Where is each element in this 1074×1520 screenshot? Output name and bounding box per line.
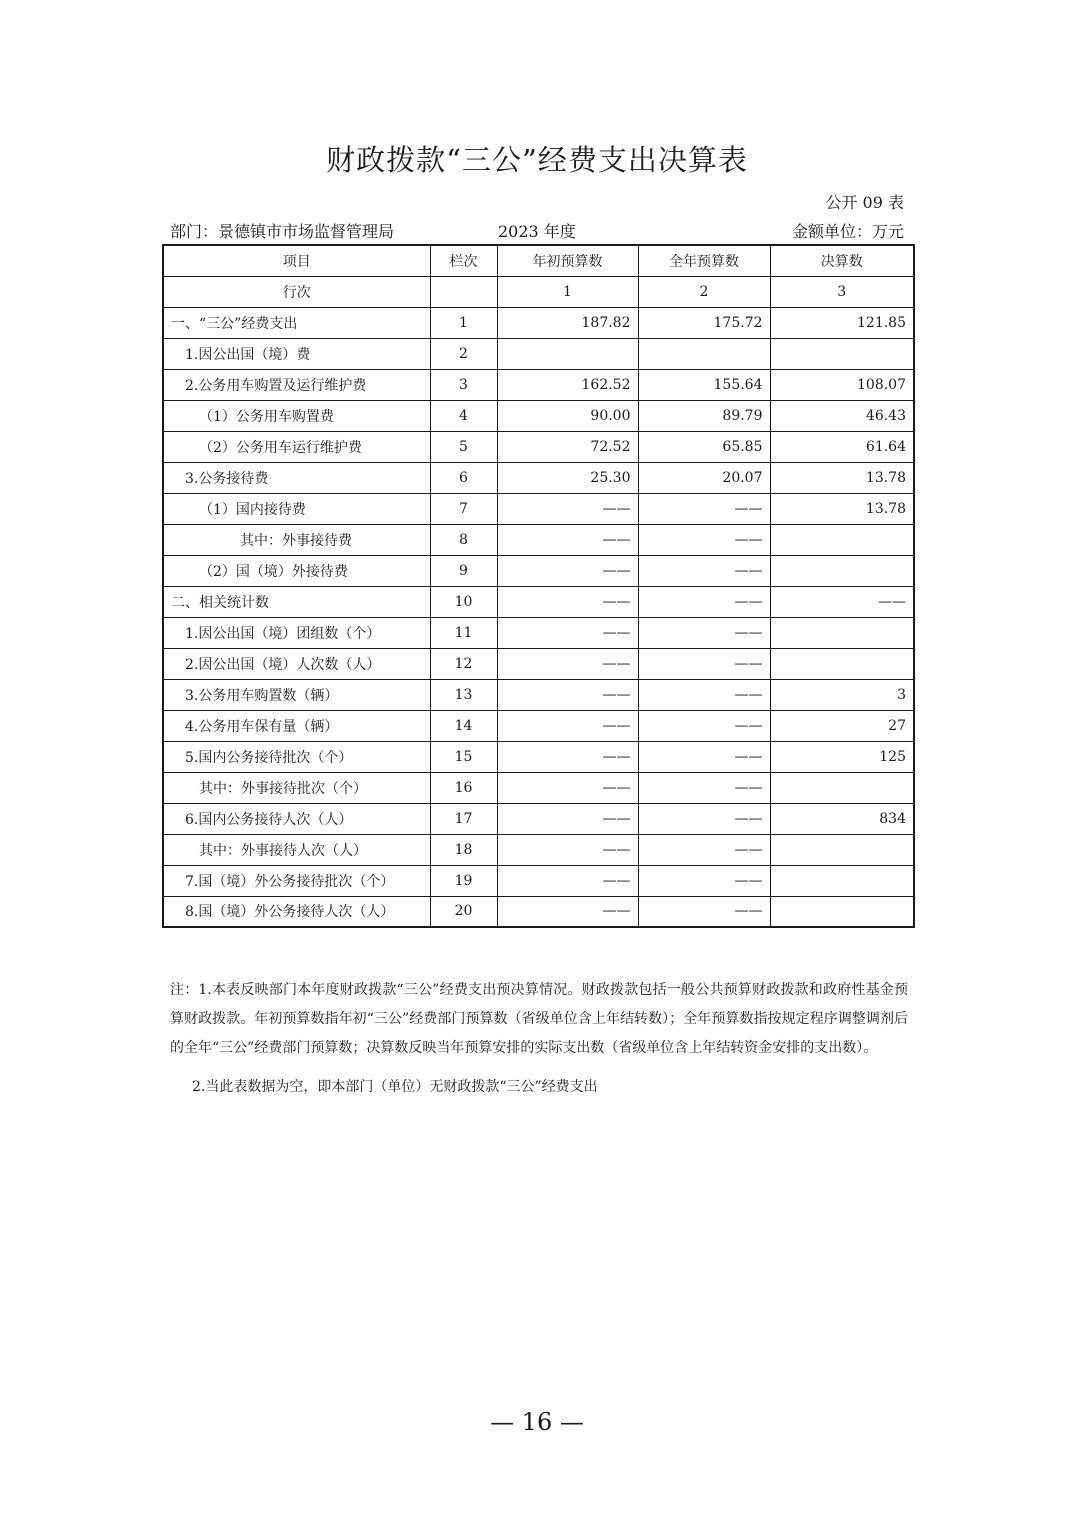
row-final-account: 121.85 xyxy=(770,307,914,338)
table-row xyxy=(163,338,914,369)
table-row xyxy=(163,524,914,555)
row-item-label: 一、“三公”经费支出 xyxy=(163,307,430,338)
table-row xyxy=(163,865,914,896)
table-row xyxy=(163,772,914,803)
table-row xyxy=(163,307,914,338)
expenditure-table xyxy=(162,244,915,928)
row-final-account: 108.07 xyxy=(770,369,914,400)
row-item-label: 其中：外事接待费 xyxy=(163,524,430,555)
row-full-year-budget: —— xyxy=(638,524,770,555)
row-full-year-budget: 20.07 xyxy=(638,462,770,493)
row-initial-budget: 72.52 xyxy=(497,431,638,462)
row-item-label: 7.国（境）外公务接待批次（个） xyxy=(163,865,430,896)
table-row xyxy=(163,679,914,710)
row-number: 17 xyxy=(430,803,497,834)
table-row xyxy=(163,462,914,493)
row-item-label: 3.公务用车购置数（辆） xyxy=(163,679,430,710)
row-initial-budget: 25.30 xyxy=(497,462,638,493)
row-initial-budget: —— xyxy=(497,896,638,927)
row-final-account: 3 xyxy=(770,679,914,710)
row-number: 8 xyxy=(430,524,497,555)
row-initial-budget: —— xyxy=(497,524,638,555)
row-final-account: 46.43 xyxy=(770,400,914,431)
table-row xyxy=(163,586,914,617)
row-full-year-budget: 175.72 xyxy=(638,307,770,338)
row-final-account xyxy=(770,617,914,648)
row-number: 9 xyxy=(430,555,497,586)
row-full-year-budget: —— xyxy=(638,586,770,617)
row-final-account xyxy=(770,896,914,927)
page-title: 财政拨款“三公”经费支出决算表 xyxy=(326,143,748,177)
row-item-label: （1）公务用车购置费 xyxy=(163,400,430,431)
subheader-col-1: 1 xyxy=(497,276,638,307)
row-item-label: 其中：外事接待批次（个） xyxy=(163,772,430,803)
row-full-year-budget: —— xyxy=(638,896,770,927)
row-full-year-budget: —— xyxy=(638,741,770,772)
row-final-account xyxy=(770,648,914,679)
note-1: 注：1.本表反映部门本年度财政拨款“三公”经费支出预决算情况。财政拨款包括一般公共预算财政拨款和政府性基金预算财政拨款。年初预算数指年初“三公”经费部门预算数（省级单位含上年结转数）；全年预算数指按规定程序调整调剂后的全年“三公”经费部门预算数；决算数反映当年预算安排的实际支出数（省级单位含上年结转资金安排的支出数）。 xyxy=(170,982,908,1056)
row-initial-budget: —— xyxy=(497,865,638,896)
row-initial-budget: —— xyxy=(497,493,638,524)
row-number: 1 xyxy=(430,307,497,338)
row-initial-budget: 162.52 xyxy=(497,369,638,400)
row-final-account xyxy=(770,772,914,803)
row-initial-budget: —— xyxy=(497,648,638,679)
row-initial-budget: —— xyxy=(497,617,638,648)
header-full-year-budget: 全年预算数 xyxy=(638,245,770,276)
row-full-year-budget: —— xyxy=(638,555,770,586)
row-item-label: 1.因公出国（境）团组数（个） xyxy=(163,617,430,648)
department-label: 部门：景德镇市市场监督管理局 xyxy=(170,222,395,241)
table-code: 公开 09 表 xyxy=(825,193,904,212)
header-final-account: 决算数 xyxy=(770,245,914,276)
row-item-label: （2）国（境）外接待费 xyxy=(163,555,430,586)
row-initial-budget: —— xyxy=(497,555,638,586)
row-full-year-budget: 89.79 xyxy=(638,400,770,431)
row-initial-budget: 90.00 xyxy=(497,400,638,431)
row-full-year-budget: —— xyxy=(638,772,770,803)
row-final-account: 13.78 xyxy=(770,462,914,493)
table-row xyxy=(163,369,914,400)
row-initial-budget: —— xyxy=(497,586,638,617)
amount-unit: 金额单位：万元 xyxy=(791,222,904,241)
row-initial-budget: —— xyxy=(497,803,638,834)
row-full-year-budget: 65.85 xyxy=(638,431,770,462)
header-column-no: 栏次 xyxy=(430,245,497,276)
row-number: 16 xyxy=(430,772,497,803)
notes xyxy=(170,976,908,1102)
row-item-label: 二、相关统计数 xyxy=(163,586,430,617)
row-number: 5 xyxy=(430,431,497,462)
row-item-label: （1）国内接待费 xyxy=(163,493,430,524)
row-item-label: 4.公务用车保有量（辆） xyxy=(163,710,430,741)
row-number: 13 xyxy=(430,679,497,710)
page-number: — 16 — xyxy=(490,1408,584,1436)
header-item: 项目 xyxy=(163,245,430,276)
subheader-blank xyxy=(430,276,497,307)
table-row xyxy=(163,493,914,524)
row-full-year-budget: —— xyxy=(638,648,770,679)
row-final-account xyxy=(770,834,914,865)
row-item-label: 5.国内公务接待批次（个） xyxy=(163,741,430,772)
row-full-year-budget: —— xyxy=(638,803,770,834)
row-final-account: —— xyxy=(770,586,914,617)
table-row xyxy=(163,400,914,431)
row-item-label: （2）公务用车运行维护费 xyxy=(163,431,430,462)
row-final-account xyxy=(770,555,914,586)
row-number: 10 xyxy=(430,586,497,617)
row-full-year-budget: 155.64 xyxy=(638,369,770,400)
row-item-label: 8.国（境）外公务接待人次（人） xyxy=(163,896,430,927)
row-full-year-budget: —— xyxy=(638,865,770,896)
row-final-account: 27 xyxy=(770,710,914,741)
row-item-label: 其中：外事接待人次（人） xyxy=(163,834,430,865)
row-initial-budget: —— xyxy=(497,679,638,710)
fiscal-year: 2023 年度 xyxy=(498,222,576,241)
subheader-col-2: 2 xyxy=(638,276,770,307)
table-row xyxy=(163,431,914,462)
row-final-account: 125 xyxy=(770,741,914,772)
row-initial-budget: —— xyxy=(497,834,638,865)
subheader-row-label: 行次 xyxy=(163,276,430,307)
row-final-account: 834 xyxy=(770,803,914,834)
row-number: 11 xyxy=(430,617,497,648)
row-final-account xyxy=(770,338,914,369)
row-full-year-budget: —— xyxy=(638,679,770,710)
table-row xyxy=(163,741,914,772)
row-full-year-budget xyxy=(638,338,770,369)
row-initial-budget: —— xyxy=(497,772,638,803)
header-initial-budget: 年初预算数 xyxy=(497,245,638,276)
table-row xyxy=(163,834,914,865)
row-number: 7 xyxy=(430,493,497,524)
row-full-year-budget: —— xyxy=(638,493,770,524)
row-final-account: 61.64 xyxy=(770,431,914,462)
row-item-label: 3.公务接待费 xyxy=(163,462,430,493)
row-number: 20 xyxy=(430,896,497,927)
row-number: 12 xyxy=(430,648,497,679)
row-item-label: 2.因公出国（境）人次数（人） xyxy=(163,648,430,679)
row-initial-budget xyxy=(497,338,638,369)
row-final-account: 13.78 xyxy=(770,493,914,524)
row-initial-budget: —— xyxy=(497,710,638,741)
row-full-year-budget: —— xyxy=(638,617,770,648)
row-number: 4 xyxy=(430,400,497,431)
table-row xyxy=(163,803,914,834)
subheader-col-3: 3 xyxy=(770,276,914,307)
note-2: 2.当此表数据为空，即本部门（单位）无财政拨款“三公”经费支出 xyxy=(192,1079,598,1095)
table-subheader-row xyxy=(163,276,914,307)
table-row xyxy=(163,896,914,927)
row-number: 3 xyxy=(430,369,497,400)
row-number: 2 xyxy=(430,338,497,369)
table-row xyxy=(163,617,914,648)
row-item-label: 2.公务用车购置及运行维护费 xyxy=(163,369,430,400)
row-item-label: 6.国内公务接待人次（人） xyxy=(163,803,430,834)
table-header-row xyxy=(163,245,914,276)
row-full-year-budget: —— xyxy=(638,710,770,741)
row-number: 14 xyxy=(430,710,497,741)
row-number: 18 xyxy=(430,834,497,865)
row-full-year-budget: —— xyxy=(638,834,770,865)
table-row xyxy=(163,555,914,586)
row-number: 6 xyxy=(430,462,497,493)
row-number: 19 xyxy=(430,865,497,896)
table-row xyxy=(163,710,914,741)
row-final-account xyxy=(770,524,914,555)
table-row xyxy=(163,648,914,679)
row-initial-budget: —— xyxy=(497,741,638,772)
row-item-label: 1.因公出国（境）费 xyxy=(163,338,430,369)
row-initial-budget: 187.82 xyxy=(497,307,638,338)
row-final-account xyxy=(770,865,914,896)
row-number: 15 xyxy=(430,741,497,772)
